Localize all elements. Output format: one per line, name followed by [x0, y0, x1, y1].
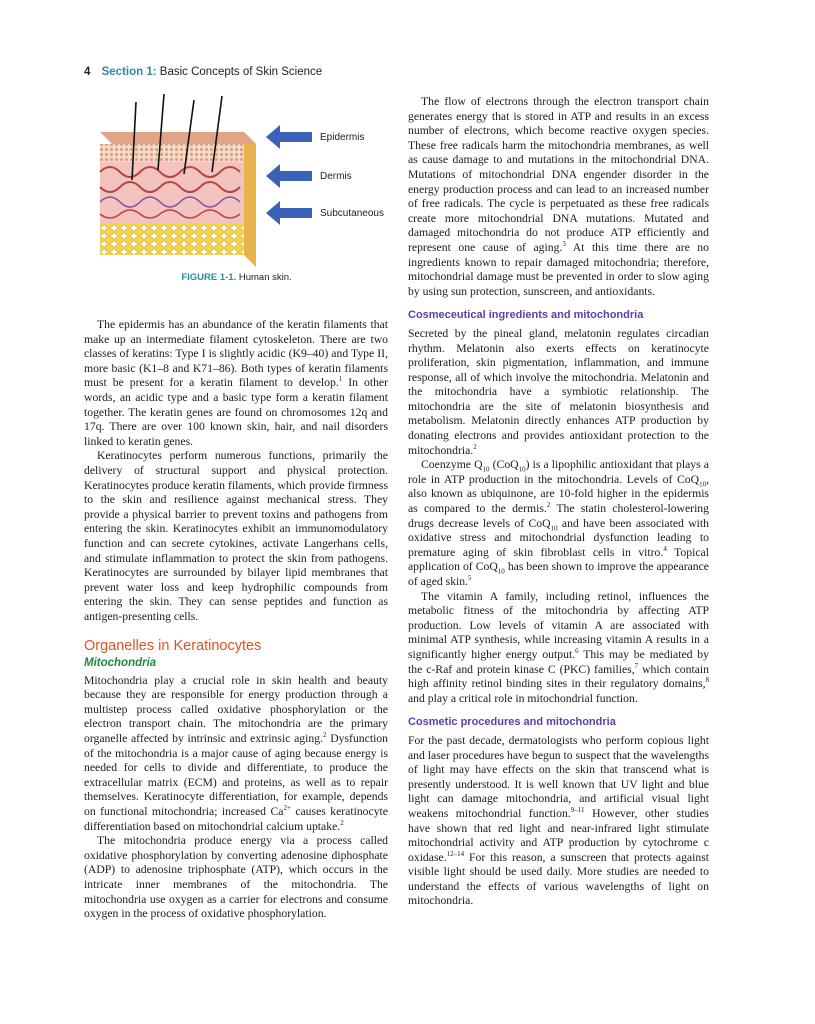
paragraph: The epidermis has an abundance of the keratin filaments that make up an intermediate filament cytoskeleton. There are two classes of keratins: Type I is slightly acidic (K9–40) and Type II, more basic (K1–8 and K71–86). Both types of keratin filaments must be present for a keratin filament to develop.$^1$ In other words, an acidic type and a basic type form a keratin filament together. The keratin genes are found on chromosomes 12q and 17q. There are over 100 known skin, hair, and nail disorders linked to keratin genes. — [84, 318, 389, 448]
subsection-heading: Cosmetic procedures and mitochondria — [408, 716, 616, 729]
paragraph: Secreted by the pineal gland, melatonin regulates circadian rhythm. Melatonin also exerts effects on keratinocyte proliferation, skin pigmentation, inflammation, and immune response, all of which involve the mitochondria. Melatonin and the mitochondria have a symbiotic relationship. The mitochondria are the site of melatonin biosynthesis and metabolism. Melatonin directly enhances ATP production by donating electrons and provides antioxidant protection to the mitochondria.$^2$ — [408, 326, 709, 457]
paragraph: The mitochondria produce energy via a process called oxidative phosphorylation by converting adenosine diphosphate (ADP) to adenosine triphosphate (ATP), which occurs in the intricate inner membranes of the mitochondria. The mitochondria use oxygen as a carrier for electrons and consume oxygen in the process of oxidative phosphorylation. — [84, 834, 388, 921]
subsection-heading: Mitochondria — [84, 657, 157, 670]
paragraph: Coenzyme $Q_{10}$ (CoQ$_{10}$) is a lipophilic antioxidant that plays a role in ATP production in the mitochondria. Levels of CoQ$_{10}$, also known as ubiquinone, are 10-fold higher in the epidermis as compared to the dermis.$^2$ The statin cholesterol-lowering drugs decrease levels of CoQ$_{10}$ and have been associated with oxidative stress and mitochondrial dysfunction leading to premature aging of skin fibroblast cells in vitro.$^4$ Topical application of CoQ$_{10}$ has been shown to improve the appearance of aged skin.$^5$ — [408, 458, 709, 588]
paragraph: Mitochondria play a crucial role in skin health and beauty because they are responsible for energy production through a multistep process called oxidative phosphorylation or the electron transport chain. The mitochondria are the primary organelle affected by intrinsic and extrinsic aging.$^2$ Dysfunction of the mitochondria is a major cause of aging because energy is needed for cells to divide and differentiate, to produce the extracellular matrix (ECM) and proteins, as well as to repair themselves. Keratinocyte differentiation, for example, depends on functional mitochondria; increased $Ca^{2+}$ causes keratinocyte differentiation based on mitochondrial calcium uptake.$^2$ — [84, 673, 388, 833]
epidermis-top — [100, 132, 256, 144]
dermis-label: Dermis — [320, 171, 352, 182]
epidermis-label: Epidermis — [320, 132, 365, 143]
paragraph: For the past decade, dermatologists who perform copious light and laser procedures have begun to suspect that the wavelengths of light may have effects on the skin that transcend what is presently understood. It is well known that UV light and blue light can damage mitochondria, and artificial visual light weakens mitochondrial function.$^{9-11}$ However, other studies have shown that red light and near-infrared light stimulate mitochondrial activity and ATP production by cytochrome c oxidase.$^{12-14}$ For this reason, a sunscreen that protects against visible light should be used daily. More studies are needed to understand the effects of various wavelengths of light on mitochondria. — [408, 733, 709, 908]
figure-caption-text: Human skin. — [238, 272, 292, 283]
subcutaneous-layer — [100, 224, 244, 255]
section-label: Section 1: — [101, 66, 157, 78]
skin-diagram — [84, 92, 389, 292]
paragraph: Keratinocytes perform numerous functions, primarily the delivery of structural support and physical protection. Keratinocytes produce keratin filaments, which provide firmness to the skin and resilience against mechanical stress. They provide a physical barrier to prevent toxins and pathogens from entering the skin. Keratinocytes exhibit an immunomodulatory function and can secrete cytokines, activate Langerhans cells, and stimulate inflammation to protect the skin from pathogens. Keratinocytes are surrounded by bilayer lipid membranes that prevent water loss and keep hydrophilic compounds from entering the skin. They can sense peptides and function as antigen-presenting cells. — [84, 449, 388, 623]
running-header — [84, 66, 322, 78]
page-number: 4 — [84, 66, 91, 78]
section-heading: Organelles in Keratinocytes — [84, 638, 262, 655]
subcutaneous-arrow — [266, 201, 312, 225]
subcutaneous-label: Subcutaneous — [320, 208, 384, 219]
figure-caption — [84, 272, 389, 283]
dermis-layer — [100, 162, 244, 224]
subsection-heading: Cosmeceutical ingredients and mitochondria — [408, 309, 644, 322]
section-title: Basic Concepts of Skin Science — [159, 66, 323, 78]
figure-caption-label: FIGURE 1-1. — [181, 272, 237, 283]
epidermis-arrow — [266, 125, 312, 149]
block-side — [244, 132, 256, 267]
skin-figure — [84, 92, 389, 292]
left-column — [84, 318, 388, 922]
paragraph: The flow of electrons through the electron transport chain generates energy that is stored in ATP and results in an excess number of electrons, which become reactive oxygen species. These free radicals harm the mitochondria membranes, as well as cause damage to and mutations in the mitochondrial DNA. Mutations of mitochondrial DNA engender disorder in the energy production process and can lead to an increased number of free radicals. The cycle is perpetuated as these free radicals create more mitochondrial DNA mutations. Mutated and damaged mitochondria do not produce ATP efficiently and represent one cause of aging.$^3$ At this time there are no ingredients known to repair damaged mitochondria; therefore, mitochondrial damage must be prevented in order to slow aging by using sun protection, sunscreen, and antioxidants. — [408, 95, 709, 298]
paragraph: The vitamin A family, including retinol, influences the metabolic fitness of the mitochondria by affecting ATP production. Low levels of vitamin A are associated with minimal ATP synthesis, while increasing vitamin A results in a significantly higher energy output.$^6$ This may be mediated by the c-Raf and protein kinase C (PKC) families,$^7$ which contain high affinity retinol binding sites in their regulatory domains,$^8$ and play a critical role in mitochondrial function. — [408, 589, 709, 705]
dermis-arrow — [266, 164, 312, 188]
right-column — [408, 95, 709, 909]
